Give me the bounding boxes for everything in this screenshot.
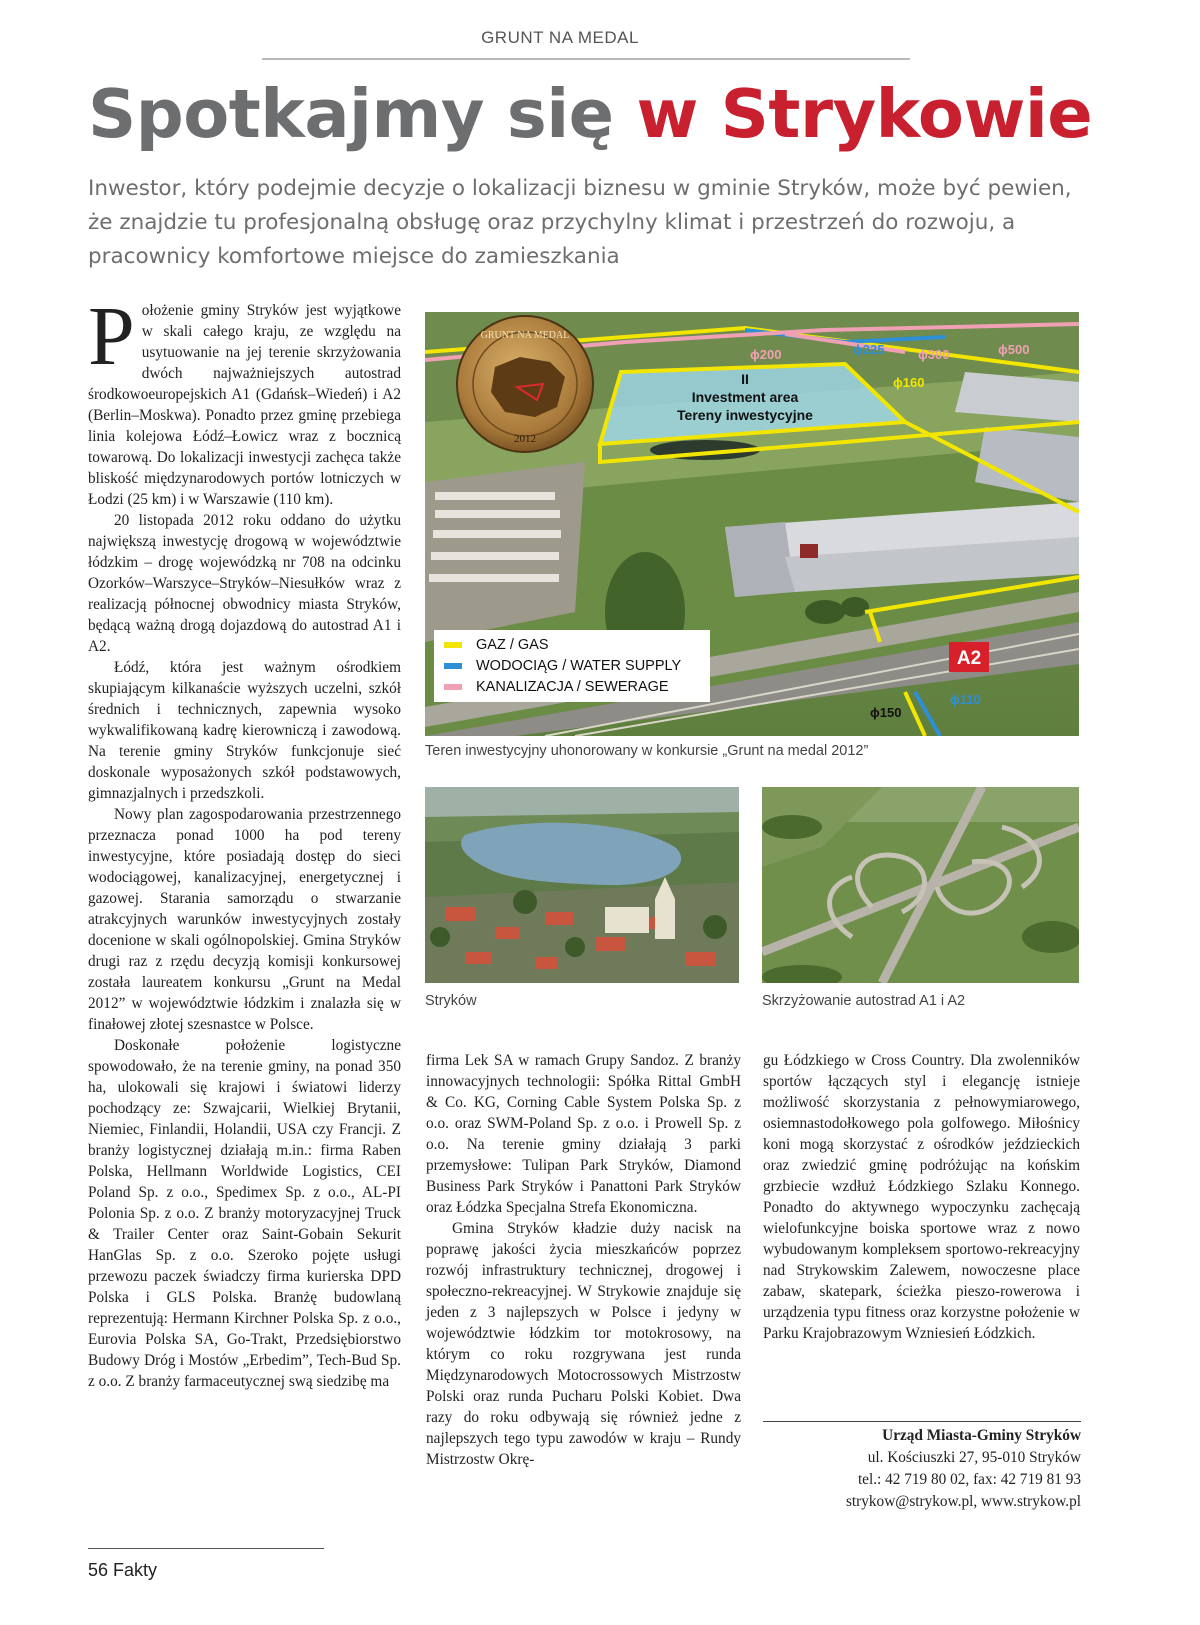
legend-item-sewerage <box>444 676 700 697</box>
article-paragraph-2: 20 listopada 2012 roku oddano do użytku największą inwestycję drogową w województwie łódzkim – drogę wojewódzką nr 708 na odcinku Ozorków–Warszyce–Stryków–Niesułków wraz z realizacją północnej obwodnicy miasta Stryków, będącą ważną drogą dojazdową do autostrad A1 i A2. <box>88 512 401 655</box>
medal-year: 2012 <box>514 433 536 445</box>
article-paragraph-5: Doskonałe położenie logistyczne spowodowało, że na terenie gminy, na ponad 350 ha, ulokowali się krajowi i światowi liderzy pochodzący ze: Szwajcarii, Wielkiej Brytanii, Niemiec, Finlandii, Holandii, USA czy Francji. Z branży logistycznej działają m.in.: firma Raben Polska, Hellmann Worldwide Logistics, CEI Poland Sp. z o.o., Spedimex Sp. z o.o., AL-PI Polonia Sp. z o.o. Z branży motoryzacyjnej Truck & Trailer Center oraz Saint-Gobain Sekurit HanGlas Sp. z o.o. Szeroko pojęte usługi przewozu paczek świadczy firma kurierska DPD Polska i GLS Polska. Branżę budowlaną reprezentują: Hermann Kirchner Polska Sp. z o.o., Eurovia Polska SA, Go-Trakt, Przedsiębiorstwo Budowy Dróg i Mostów „Erbedim”, Tech-Bud Sp. z o.o. Z branży farmaceutycznej swą siedzibę ma <box>88 1037 401 1390</box>
grunt-na-medal-badge <box>457 316 593 452</box>
contact-organization: Urząd Miasta-Gminy Stryków <box>882 1427 1081 1444</box>
article-paragraph-7: Gmina Stryków kładzie duży nacisk na poprawę jakości życia mieszkańców poprzez rozwój infrastruktury technicznej, drogowej i społeczno-rekreacyjnej. W Strykowie znajduje się jeden z 3 najlepszych w Polsce i jedyny w województwie łódzkim tor motokrosowy, na którym co roku rozgrywana jest runda Międzynarodowych Motocrossowych Mistrzostw Polski oraz runda Pucharu Polski Kobiet. Dwa razy do roku odbywają się również jedne z najlepszych tego typu zawodów w kraju – Rundy Mistrzostw Okrę- <box>426 1220 741 1468</box>
medal-title: GRUNT NA MEDAL <box>480 330 570 341</box>
area-label-line2: Investment area <box>691 389 799 405</box>
pipe-label-225: ϕ225 <box>853 342 885 357</box>
legend-item-gas <box>444 634 700 655</box>
page-number: 56 Fakty <box>88 1560 158 1580</box>
section-rule <box>262 58 910 60</box>
contact-web[interactable]: strykow@strykow.pl, www.strykow.pl <box>845 1493 1081 1510</box>
drop-cap: P <box>88 290 135 383</box>
article-paragraph-3: Łódź, która jest ważnym ośrodkiem skupiającym kilkanaście wyższych uczelni, szkół średnich i technicznych, zapewnia wysoko wykwalifikowaną kadrę kierowniczą i zawodową. Na terenie gminy Stryków funkcjonuje sieć doskonale wyposażonych szkół podstawowych, gimnazjalnych i przedszkoli. <box>88 659 401 802</box>
pipe-label-160: ϕ160 <box>893 375 925 390</box>
footer-rule <box>88 1548 324 1549</box>
main-photo-caption: Teren inwestycyjny uhonorowany w konkursie „Grunt na medal 2012” <box>425 743 869 759</box>
article-paragraph-8: gu Łódzkiego w Cross Country. Dla zwolenników sportów łączących styl i elegancję istnieje możliwość skorzystania z pełnowymiarowego, osiemnastodołkowego pola golfowego. Miłośnicy koni mogą skorzystać z ośrodków jeździeckich oraz zwiedzić gminę podróżując na końskim grzbiecie wzdłuż Łódzkiego Szlaku Konnego. Ponadto do aktywnego wypoczynku zachęcają wielofunkcyjne boiska sportowe wraz z nowo wybudowanym kompleksem sportowo-rekreacyjny nad Strykowskim Zalewem, nowoczesne place zabaw, skatepark, ścieżka pieszo-rowerowa i urządzenia typu fitness oraz korzystne położenie w Parku Krajobrazowym Wzniesień Łódzkich. <box>763 1052 1080 1342</box>
junction-photo-caption: Skrzyżowanie autostrad A1 i A2 <box>762 993 966 1009</box>
pipe-label-200: ϕ200 <box>750 347 782 362</box>
headline <box>88 74 1148 154</box>
area-label-line3: Tereny inwestycyjne <box>677 407 813 423</box>
headline-part-red: w Strykowie <box>636 75 1093 153</box>
motorway-label: A2 <box>956 648 982 669</box>
article-paragraph-1-text: ołożenie gminy Stryków jest wyjątkowe w skali całego kraju, ze względu na usytuowanie na jej terenie skrzyżowania dwóch najważniejszych autostrad środkowoeuropejskich A1 (Gdańsk–Wiedeń) i A2 (Berlin–Moskwa). Ponadto przez gminę przebiega linia kolejowa Łódź–Łowicz wraz z bocznicą towarową. Do lokalizacji inwestycji zachęca także bliskość międzynarodowych portów lotniczych w Łodzi (25 km) i w Warszawie (110 km). <box>88 302 401 508</box>
article-paragraph-4: Nowy plan zagospodarowania przestrzennego przeznacza ponad 1000 ha pod tereny inwestycyjne, które posiadają dostęp do sieci wodociągowej, kanalizacyjnej, energetycznej i gazowej. Starania samorządu o stwarzanie atrakcyjnych warunków inwestycyjnych zostały docenione w skali ogólnopolskiej. Gmina Stryków drugi raz z rzędu decyzją komisji konkursowej została laureatem konkursu „Grunt na Medal 2012” w województwie łódzkim i znalazła się w finałowej złotej szesnastce w Polsce. <box>88 806 401 1033</box>
legend-label-sewerage: KANALIZACJA / SEWERAGE <box>476 678 669 695</box>
a1-a2-junction-photo <box>762 787 1079 983</box>
pipe-label-110: ϕ110 <box>950 692 981 707</box>
contact-rule <box>763 1421 1081 1422</box>
lead-paragraph: Inwestor, który podejmie decyzje o lokalizacji biznesu w gminie Stryków, może być pewien, że znajdzie tu profesjonalną obsługę oraz przychylny klimat i przestrzeń do rozwoju, a pracownicy komfortowe miejsce do zamieszkania <box>88 176 1072 269</box>
pipe-label-300: ϕ300 <box>918 347 950 362</box>
article-paragraph-1 <box>88 290 401 510</box>
contact-address: ul. Kościuszki 27, 95-010 Stryków <box>867 1449 1081 1466</box>
water-swatch <box>444 663 462 669</box>
area-label-line1: II <box>741 371 749 387</box>
investment-area-photo <box>425 312 1079 736</box>
town-photo-caption: Stryków <box>425 993 477 1009</box>
legend-item-water <box>444 655 700 676</box>
pipe-label-500: ϕ500 <box>998 342 1030 357</box>
contact-block <box>763 1425 1081 1513</box>
town-photo-drawing <box>425 787 739 983</box>
legend-label-gas: GAZ / GAS <box>476 636 549 653</box>
contact-phone: tel.: 42 719 80 02, fax: 42 719 81 93 <box>857 1471 1081 1488</box>
sewerage-swatch <box>444 684 462 690</box>
a2-motorway-badge <box>949 642 989 672</box>
article-column-right <box>763 1050 1080 1344</box>
legend-label-water: WODOCIĄG / WATER SUPPLY <box>476 657 682 674</box>
strykow-town-photo <box>425 787 739 983</box>
article-paragraph-6: firma Lek SA w ramach Grupy Sandoz. Z branży innowacyjnych technologii: Spółka Rittal GmbH & Co. KG, Corning Cable System Polska Sp. z o.o. oraz SWM-Poland Sp. z o.o. i Prowell Sp. z o.o. Na terenie gminy działają 3 parki przemysłowe: Tulipan Park Stryków, Diamond Business Park Stryków i Panattoni Park Stryków oraz Łódzka Specjalna Strefa Ekonomiczna. <box>426 1052 741 1216</box>
gas-swatch <box>444 642 462 648</box>
junction-photo-drawing <box>762 787 1079 983</box>
section-label: GRUNT NA MEDAL <box>481 28 639 47</box>
article-column-left <box>88 290 401 1392</box>
pipe-legend <box>434 630 710 702</box>
headline-part-grey: Spotkajmy się <box>88 75 614 153</box>
pipe-label-150: ϕ150 <box>870 705 902 720</box>
article-column-middle <box>426 1050 741 1470</box>
